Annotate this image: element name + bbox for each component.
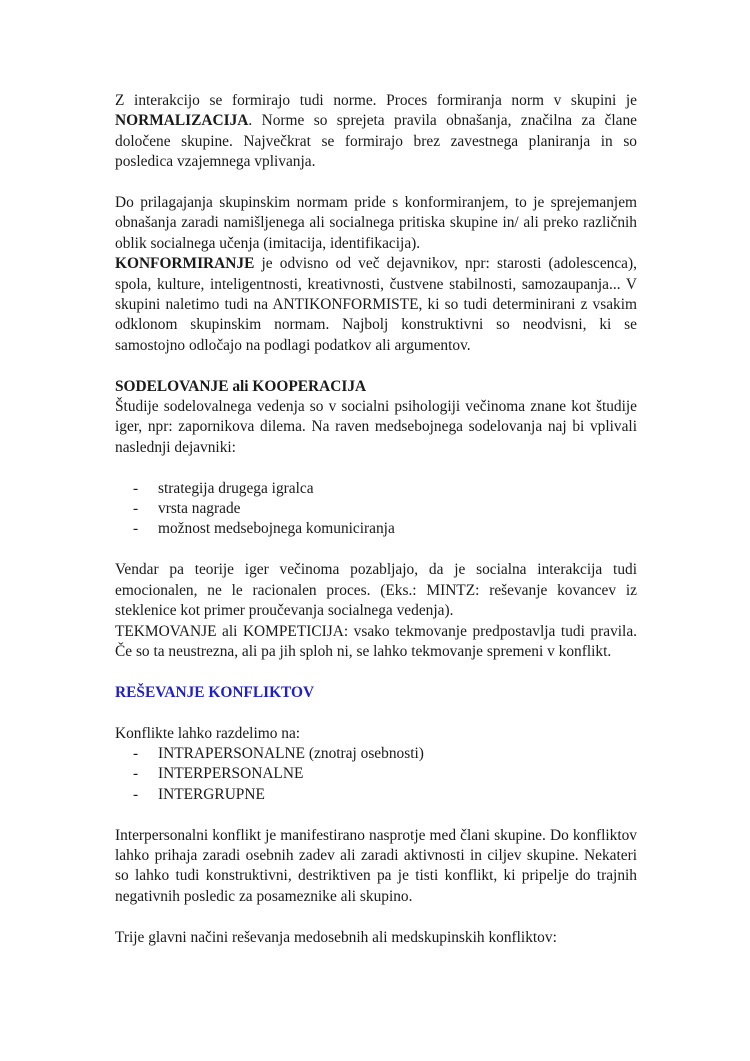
list-item-text: vrsta nagrade [158, 500, 241, 518]
dash-bullet-icon: - [133, 765, 139, 783]
list-item [115, 744, 637, 764]
list-item [115, 764, 637, 784]
spacer [115, 662, 637, 682]
paragraph-normalization [115, 91, 637, 173]
paragraph-resolution-methods: Trije glavni načini reševanja medosebnih ali medskupinskih konfliktov: [115, 928, 557, 946]
heading-cooperation: SODELOVANJE ali KOOPERACIJA [115, 377, 367, 395]
dash-bullet-icon: - [133, 744, 139, 762]
paragraph-interpersonal-conflict: Interpersonalni konflikt je manifestirano nasprotje med člani skupine. Do konfliktov lahko prihaja zaradi osebnih zadev ali zaradi aktivnosti in ciljev skupine. Nekateri so lahko tudi konstruktivni, destriktiven pa je tisti konflikt, ki pripelje do trajnih negativnih posledic za posameznike ali skupino. [115, 826, 637, 905]
dash-bullet-icon: - [133, 785, 139, 803]
conflict-types-list [115, 744, 637, 805]
list-item [115, 479, 637, 499]
paragraph-text: . Norme so sprejeta pravila obnašanja, značilna za člane določene skupine. Največkrat se formirajo brez zavestnega planiranja in so posledica vzajemnega vplivanja. [115, 112, 637, 171]
spacer [115, 458, 637, 478]
paragraph-text: Z interakcijo se formirajo tudi norme. Proces formiranja norm v skupini je [115, 92, 637, 109]
paragraph-conflict-types-intro: Konflikte lahko razdelimo na: [115, 724, 301, 742]
spacer [115, 356, 637, 376]
heading-conflict-resolution: REŠEVANJE KONFLIKTOV [115, 683, 315, 701]
spacer [115, 907, 637, 927]
list-item-text: INTERGRUPNE [158, 785, 265, 803]
spacer [115, 173, 637, 193]
list-item-text: INTRAPERSONALNE (znotraj osebnosti) [158, 744, 424, 762]
term-normalizacija: NORMALIZACIJA [115, 112, 249, 130]
paragraph-conformity: Do prilagajanja skupinskim normam pride s konformiranjem, to je sprejemanjem obnašanja zaradi namišljenega ali socialnega pritiska skupine in/ ali preko različnih oblik socialnega učenja (imitacija, identifikacija). [115, 194, 637, 252]
list-item [115, 499, 637, 519]
dash-bullet-icon: - [133, 500, 139, 518]
list-item-text: strategija drugega igralca [158, 479, 314, 497]
paragraph-text: je odvisno od več dejavnikov, npr: starosti (adolescenca), spola, kulture, inteligentnosti, kreativnosti, čustvene stabilnosti, samozaupanja... V skupini naletimo tudi na ANTIKONFORMISTE, ki so tudi determinirani z vsakim odklonom skupinskim normam. Najbolj konstruktivni so neodvisni, ki se samostojno odločajo na podlagi podatkov ali argumentov. [115, 255, 637, 354]
spacer [115, 540, 637, 560]
dash-bullet-icon: - [133, 520, 139, 538]
list-item-text: INTERPERSONALNE [158, 765, 304, 783]
paragraph-competition: TEKMOVANJE ali KOMPETICIJA: vsako tekmovanje predpostavlja tudi pravila. Če so ta neustrezna, ali pa jih sploh ni, se lahko tekmovanje spremeni v konflikt. [115, 622, 637, 660]
spacer [115, 805, 637, 825]
list-item [115, 785, 637, 805]
paragraph-game-theory: Vendar pa teorije iger večinoma pozabljajo, da je socialna interakcija tudi emocionalen, ne le racionalen proces. (Eks.: MINTZ: reševanje kovancev iz steklenice kot primer proučevanja socialnega vedenja). [115, 561, 637, 620]
term-konformiranje: KONFORMIRANJE [115, 255, 255, 273]
spacer [115, 703, 637, 723]
cooperation-factors-list [115, 479, 637, 540]
list-item [115, 519, 637, 539]
document-page [115, 91, 637, 948]
paragraph-cooperation: Študije sodelovalnega vedenja so v socialni psihologiji večinoma znane kot študije iger, npr: zapornikova dilema. Na raven medsebojnega sodelovanja naj bi vplivali naslednji dejavniki: [115, 398, 637, 456]
dash-bullet-icon: - [133, 479, 139, 497]
paragraph-konformiranje [115, 254, 637, 356]
list-item-text: možnost medsebojnega komuniciranja [158, 520, 395, 538]
